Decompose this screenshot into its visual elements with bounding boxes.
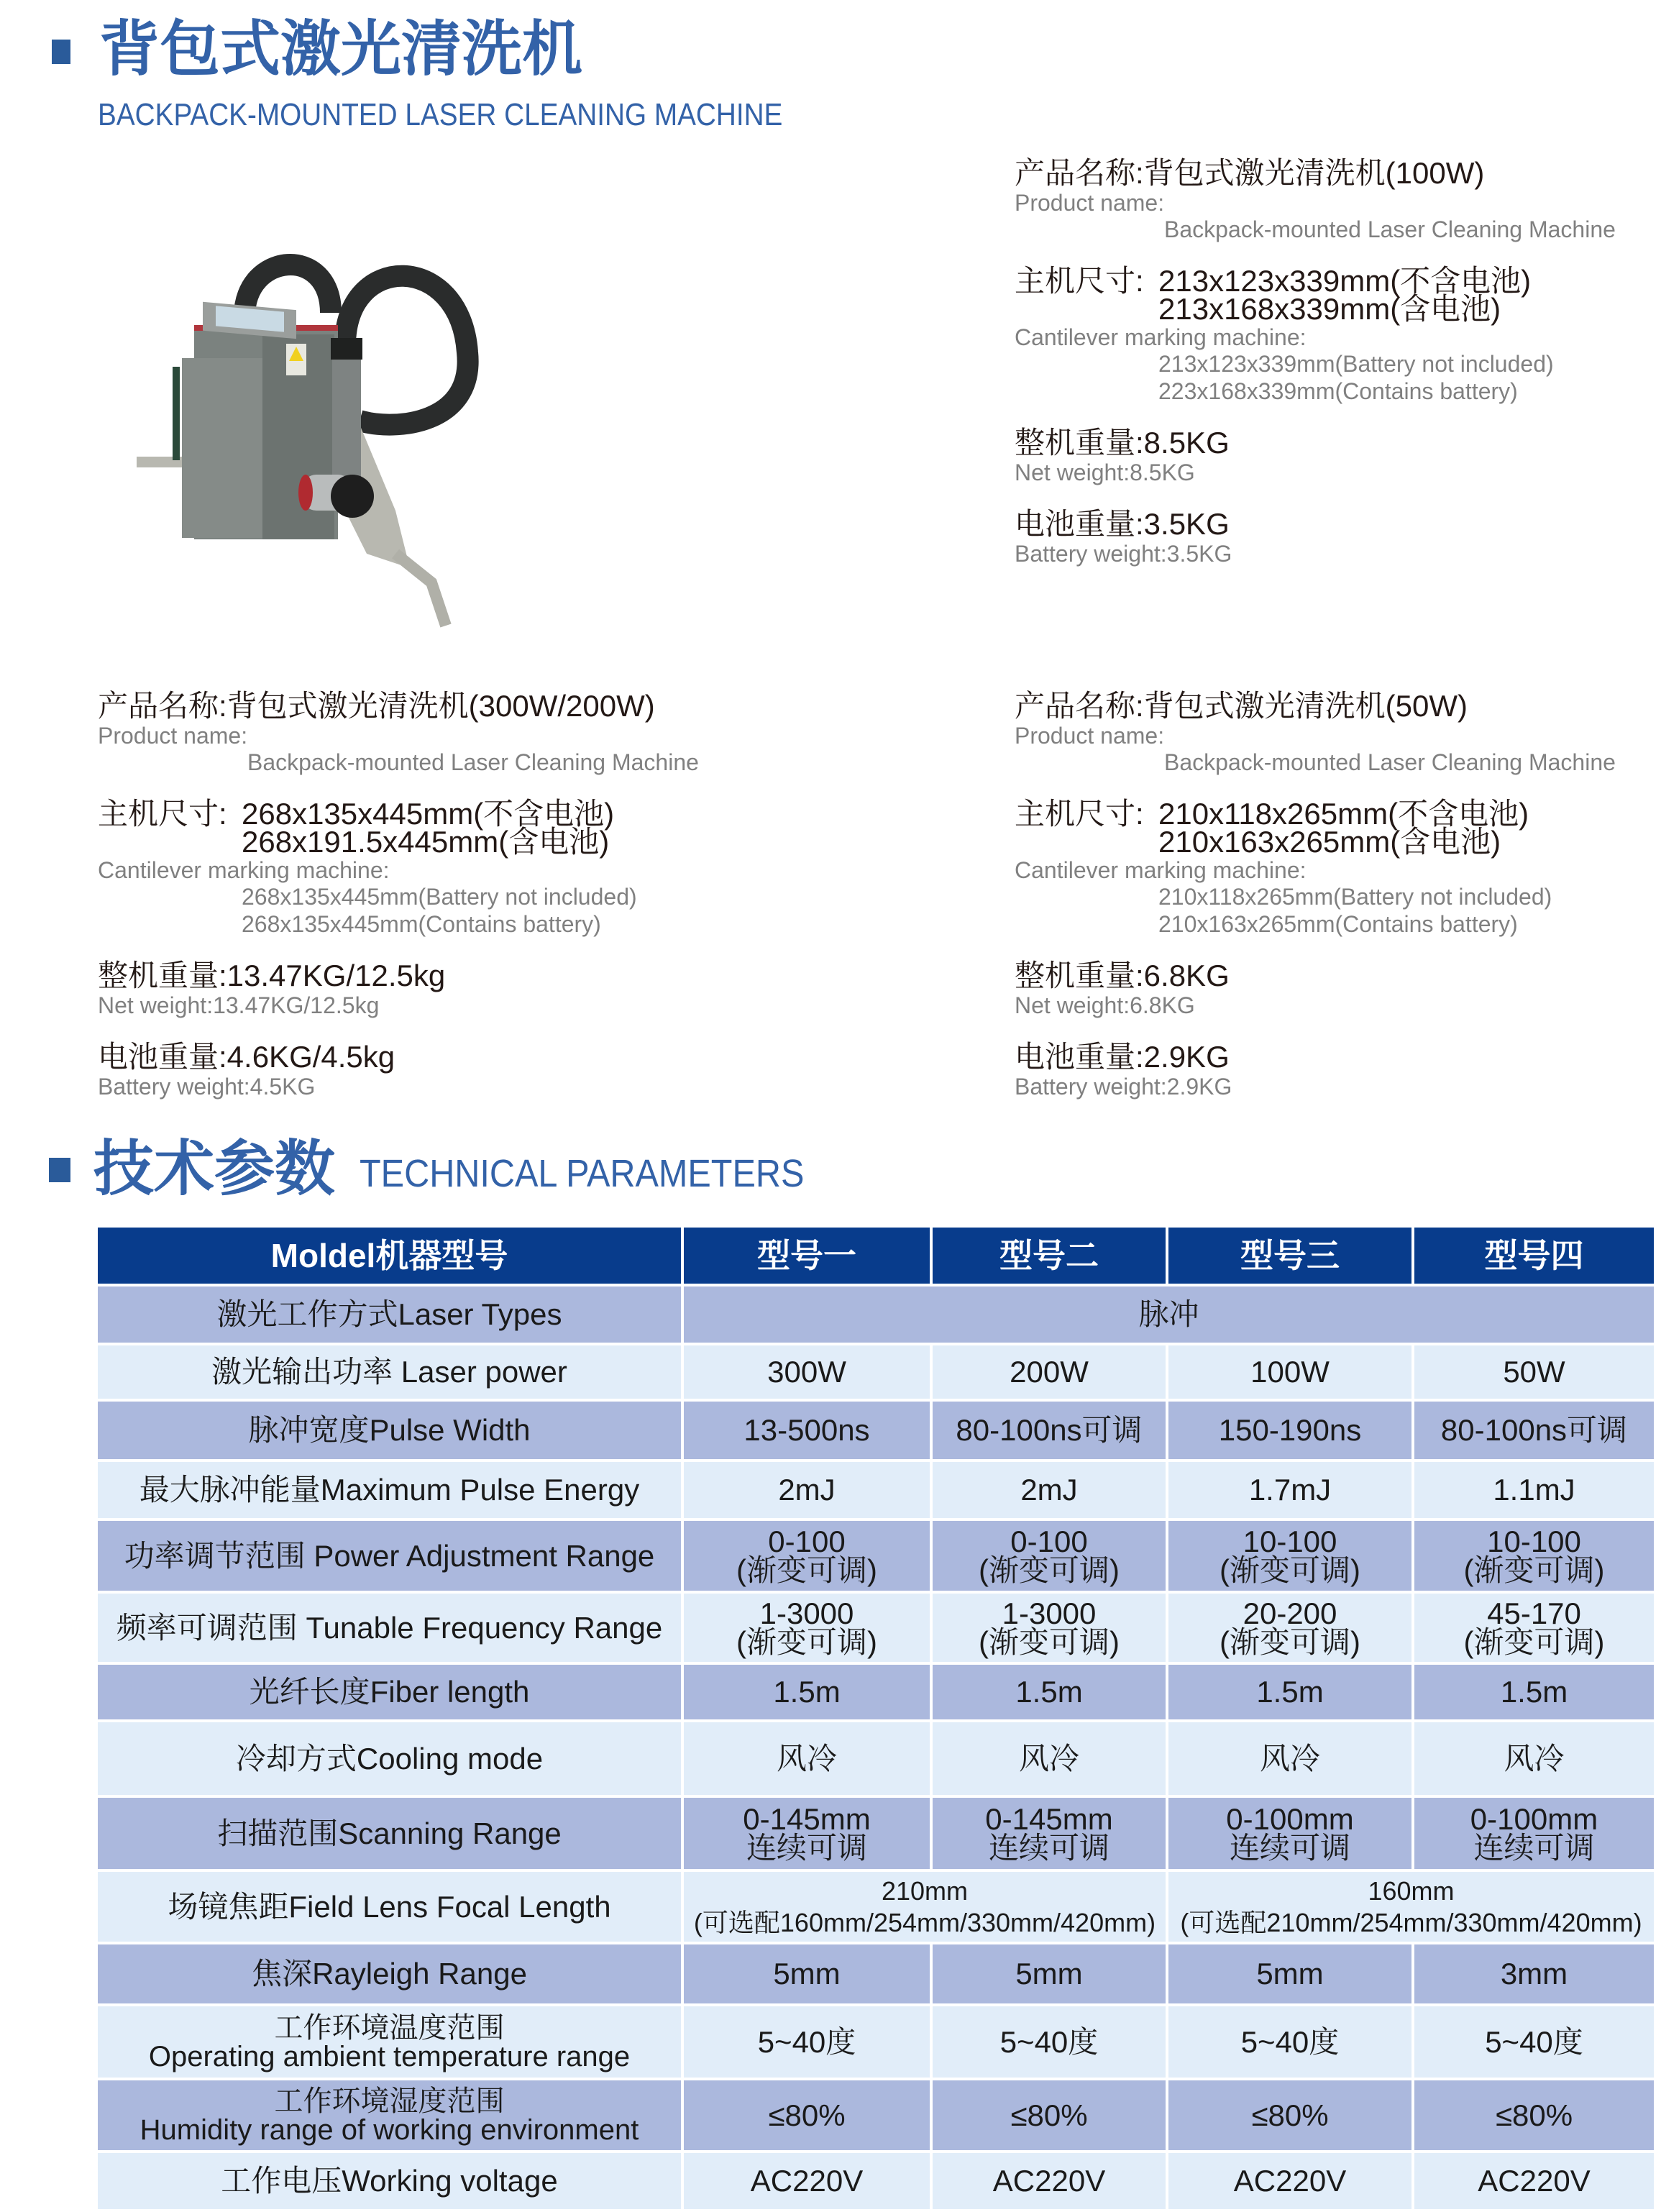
- column-header: [933, 1228, 1166, 1284]
- spec-table: [95, 1225, 1657, 2212]
- cell-text: 1-3000: [759, 1596, 854, 1630]
- product-battery-en: Battery weight:3.5KG: [1015, 541, 1232, 567]
- product-name-en-label: Product name:: [1015, 723, 1165, 749]
- cell-text: 1.7mJ: [1248, 1473, 1332, 1507]
- cell-text: (渐变可调): [979, 1624, 1120, 1659]
- table-cell: [1168, 2006, 1411, 2078]
- cell-text: 1.1mJ: [1493, 1473, 1575, 1507]
- table-cell: [1414, 1345, 1654, 1399]
- table-cell: [1168, 1872, 1654, 1942]
- product-size-2: 268x191.5x445mm(含电池): [242, 825, 610, 859]
- cell-text: 风冷: [1018, 1741, 1079, 1775]
- table-cell: [1168, 1462, 1411, 1518]
- cell-text: 风冷: [776, 1741, 837, 1775]
- cell-text: 频率可调范围 Tunable Frequency Range: [116, 1610, 663, 1645]
- cell-text: (渐变可调): [1220, 1624, 1360, 1659]
- cell-text: 脉冲宽度Pulse Width: [248, 1413, 531, 1447]
- table-cell: [1168, 1402, 1411, 1459]
- table-row: [98, 1345, 1654, 1399]
- cell-text: 5~40度: [757, 2024, 856, 2059]
- cell-text: 工作电压Working voltage: [221, 2164, 558, 2198]
- product-spec-block: [1015, 687, 1661, 1118]
- cell-text: 5~40度: [999, 2024, 1099, 2059]
- product-size-2: 213x168x339mm(含电池): [1158, 292, 1501, 326]
- table-cell: [1414, 1521, 1654, 1591]
- table-row: [98, 1722, 1654, 1795]
- table-cell: [684, 1722, 930, 1795]
- product-spec-block: [98, 687, 745, 1118]
- product-size-label: 主机尺寸:: [1015, 797, 1144, 831]
- table-cell: [933, 2153, 1166, 2209]
- cell-text: ≤80%: [1251, 2098, 1329, 2132]
- product-weight: 整机重量:8.5KG: [1015, 426, 1230, 460]
- product-weight: 整机重量:13.47KG/12.5kg: [98, 959, 446, 992]
- table-cell: [1414, 1594, 1654, 1662]
- product-name: 产品名称:背包式激光清洗机(50W): [1015, 689, 1468, 723]
- cell-text: (可选配210mm/254mm/330mm/420mm): [1180, 1907, 1642, 1937]
- table-row: [98, 1872, 1654, 1942]
- row-label: [98, 1798, 681, 1869]
- cell-text: Operating ambient temperature range: [148, 2040, 631, 2072]
- product-size-2: 210x163x265mm(含电池): [1158, 825, 1501, 859]
- cell-text: 工作环境湿度范围: [274, 2085, 505, 2117]
- cell-text: 5mm: [1256, 1957, 1324, 1991]
- cell-text: 扫描范围Scanning Range: [217, 1816, 562, 1850]
- cell-text: 0-100: [1010, 1524, 1088, 1558]
- table-cell: [933, 1402, 1166, 1459]
- cell-text: 300W: [767, 1355, 846, 1389]
- product-battery: 电池重量:3.5KG: [1015, 507, 1230, 541]
- product-image: [122, 237, 482, 640]
- product-size-1: 213x123x339mm(不含电池): [1158, 264, 1532, 298]
- table-cell: [933, 1462, 1166, 1518]
- table-cell: [684, 1521, 930, 1591]
- column-header: [1168, 1228, 1411, 1284]
- row-label: [98, 2080, 681, 2150]
- table-row: [98, 1462, 1654, 1518]
- table-cell: [684, 1594, 930, 1662]
- table-cell: [1414, 2006, 1654, 2078]
- cell-text: 激光工作方式Laser Types: [216, 1297, 562, 1331]
- table-cell: [1168, 1722, 1411, 1795]
- product-weight-en: Net weight:13.47KG/12.5kg: [98, 992, 380, 1018]
- cell-text: 连续可调: [988, 1830, 1109, 1865]
- cell-text: 2mJ: [778, 1473, 836, 1507]
- cell-text: AC220V: [992, 2164, 1106, 2198]
- product-size-1: 268x135x445mm(不含电池): [242, 797, 615, 831]
- table-cell: [684, 1944, 930, 2003]
- table-row: [98, 1286, 1654, 1343]
- table-cell: [1168, 1345, 1411, 1399]
- cell-text: 连续可调: [1473, 1830, 1595, 1865]
- cell-text: 1-3000: [1002, 1596, 1097, 1630]
- table-cell: [1168, 1594, 1411, 1662]
- cell-text: 13-500ns: [743, 1413, 870, 1447]
- table-cell: [684, 1345, 930, 1399]
- product-size-1: 210x118x265mm(不含电池): [1158, 797, 1529, 831]
- row-label: [98, 1286, 681, 1343]
- cell-text: 功率调节范围 Power Adjustment Range: [124, 1538, 655, 1573]
- row-label: [98, 1594, 681, 1662]
- table-cell: [1168, 1665, 1411, 1719]
- product-size-en-label: Cantilever marking machine:: [1015, 324, 1307, 350]
- cell-text: 10-100: [1487, 1524, 1581, 1558]
- cell-text: AC220V: [1478, 2164, 1591, 2198]
- cell-text: 160mm: [1368, 1875, 1455, 1906]
- cell-text: 200W: [1010, 1355, 1089, 1389]
- table-cell: [933, 1521, 1166, 1591]
- cell-text: 210mm: [881, 1875, 969, 1906]
- column-header: [684, 1228, 930, 1284]
- product-size-en-2: 210x163x265mm(Contains battery): [1158, 911, 1518, 937]
- page-title: 背包式激光清洗机: [99, 15, 583, 83]
- product-weight-en: Net weight:6.8KG: [1015, 992, 1195, 1018]
- cell-text: 连续可调: [1229, 1830, 1350, 1865]
- cell-text: 0-145mm: [985, 1801, 1113, 1836]
- cell-text: 10-100: [1243, 1524, 1337, 1558]
- table-cell: [1414, 1798, 1654, 1869]
- row-label: [98, 1872, 681, 1942]
- cell-text: 风冷: [1259, 1741, 1320, 1775]
- product-name-en: Backpack-mounted Laser Cleaning Machine: [1164, 216, 1616, 242]
- cell-text: 1.5m: [773, 1675, 841, 1709]
- row-label: [98, 1722, 681, 1795]
- cell-text: (渐变可调): [1463, 1624, 1605, 1659]
- table-cell: [684, 2080, 930, 2150]
- cell-text: 工作环境温度范围: [274, 2011, 505, 2044]
- cell-text: 1.5m: [1500, 1675, 1568, 1709]
- cell-text: 型号三: [1240, 1237, 1340, 1274]
- table-row: [98, 1521, 1654, 1591]
- cell-text: 5mm: [1015, 1957, 1083, 1991]
- table-cell: [933, 2080, 1166, 2150]
- column-header: [1414, 1228, 1654, 1284]
- cell-text: 冷却方式Cooling mode: [235, 1741, 544, 1775]
- table-cell: [933, 1594, 1166, 1662]
- product-battery-en: Battery weight:2.9KG: [1015, 1074, 1232, 1100]
- cell-text: 连续可调: [746, 1830, 867, 1865]
- cell-text: (渐变可调): [736, 1624, 877, 1659]
- cell-text: 45-170: [1487, 1596, 1581, 1630]
- cell-text: 0-100: [768, 1524, 846, 1558]
- product-name-en: Backpack-mounted Laser Cleaning Machine: [1164, 749, 1616, 775]
- product-size-label: 主机尺寸:: [98, 797, 227, 831]
- cell-text: 1.5m: [1015, 1675, 1083, 1709]
- row-label: [98, 1345, 681, 1399]
- cell-text: 5~40度: [1485, 2024, 1583, 2059]
- row-label: [98, 2153, 681, 2209]
- table-cell: [684, 1286, 1654, 1343]
- cell-text: ≤80%: [1495, 2098, 1573, 2132]
- cell-text: 5mm: [773, 1957, 841, 1991]
- cell-text: 0-100mm: [1226, 1801, 1354, 1836]
- table-cell: [1414, 2153, 1654, 2209]
- cell-text: 5~40度: [1240, 2024, 1340, 2059]
- row-label: [98, 1665, 681, 1719]
- table-cell: [1168, 2153, 1411, 2209]
- table-cell: [1414, 1944, 1654, 2003]
- cell-text: 风冷: [1504, 1741, 1565, 1775]
- cell-text: 场镜焦距Field Lens Focal Length: [168, 1889, 611, 1924]
- product-name-en-label: Product name:: [98, 723, 248, 749]
- cell-text: 型号一: [757, 1237, 856, 1274]
- product-battery-en: Battery weight:4.5KG: [98, 1074, 316, 1100]
- cell-text: 0-145mm: [743, 1801, 871, 1836]
- cell-text: 1.5m: [1256, 1675, 1324, 1709]
- cell-text: (可选配160mm/254mm/330mm/420mm): [693, 1907, 1156, 1937]
- table-row: [98, 1402, 1654, 1459]
- product-name-en-label: Product name:: [1015, 190, 1165, 216]
- table-cell: [1414, 1722, 1654, 1795]
- table-cell: [684, 1798, 930, 1869]
- specs-subtitle: TECHNICAL PARAMETERS: [360, 1152, 805, 1195]
- table-cell: [1414, 2080, 1654, 2150]
- product-size-en-label: Cantilever marking machine:: [98, 857, 390, 883]
- title-bullet: [52, 40, 70, 64]
- product-battery: 电池重量:2.9KG: [1015, 1040, 1230, 1074]
- cell-text: (渐变可调): [1220, 1553, 1360, 1587]
- cell-text: 0-100mm: [1470, 1801, 1598, 1836]
- product-weight-en: Net weight:8.5KG: [1015, 460, 1195, 485]
- table-row: [98, 2080, 1654, 2150]
- cell-text: 80-100ns可调: [1440, 1413, 1628, 1447]
- column-header: [98, 1228, 681, 1284]
- row-label: [98, 1944, 681, 2003]
- cell-text: 光纤长度Fiber length: [249, 1675, 530, 1709]
- product-size-en-1: 268x135x445mm(Battery not included): [242, 884, 637, 910]
- cell-text: 50W: [1503, 1355, 1565, 1389]
- table-row: [98, 1944, 1654, 2003]
- row-label: [98, 2006, 681, 2078]
- cell-text: AC220V: [750, 2164, 864, 2198]
- table-cell: [1414, 1462, 1654, 1518]
- row-label: [98, 1521, 681, 1591]
- cell-text: 型号四: [1484, 1237, 1584, 1274]
- product-size-en-2: 268x135x445mm(Contains battery): [242, 911, 601, 937]
- cell-text: 80-100ns可调: [956, 1413, 1143, 1447]
- table-cell: [1168, 1944, 1411, 2003]
- table-cell: [1414, 1665, 1654, 1719]
- page-subtitle: BACKPACK-MOUNTED LASER CLEANING MACHINE: [98, 97, 783, 132]
- product-spec-block: [1015, 154, 1661, 585]
- cell-text: ≤80%: [1010, 2098, 1088, 2132]
- product-weight: 整机重量:6.8KG: [1015, 959, 1230, 992]
- cell-text: Moldel机器型号: [270, 1237, 508, 1274]
- table-cell: [933, 1345, 1166, 1399]
- product-size-label: 主机尺寸:: [1015, 264, 1144, 298]
- cell-text: Humidity range of working environment: [139, 2113, 639, 2146]
- product-name-en: Backpack-mounted Laser Cleaning Machine: [247, 749, 699, 775]
- table-cell: [1168, 1798, 1411, 1869]
- cell-text: 3mm: [1500, 1957, 1568, 1991]
- table-cell: [684, 2153, 930, 2209]
- product-size-en-1: 213x123x339mm(Battery not included): [1158, 351, 1554, 377]
- cell-text: 激光输出功率 Laser power: [211, 1355, 567, 1389]
- table-cell: [1168, 2080, 1411, 2150]
- table-cell: [933, 1722, 1166, 1795]
- cell-text: (渐变可调): [736, 1553, 877, 1587]
- cell-text: 2mJ: [1020, 1473, 1078, 1507]
- table-cell: [933, 2006, 1166, 2078]
- table-row: [98, 1594, 1654, 1662]
- table-cell: [1414, 1402, 1654, 1459]
- table-cell: [684, 1462, 930, 1518]
- specs-title: 技术参数: [93, 1135, 336, 1202]
- cell-text: 20-200: [1243, 1596, 1337, 1630]
- product-size-en-label: Cantilever marking machine:: [1015, 857, 1307, 883]
- cell-text: (渐变可调): [1463, 1553, 1605, 1587]
- table-cell: [684, 1872, 1166, 1942]
- table-cell: [1168, 1521, 1411, 1591]
- row-label: [98, 1402, 681, 1459]
- product-name: 产品名称:背包式激光清洗机(100W): [1015, 156, 1485, 190]
- table-cell: [684, 2006, 930, 2078]
- cell-text: AC220V: [1233, 2164, 1347, 2198]
- specs-bullet: [49, 1158, 70, 1182]
- cell-text: 150-190ns: [1218, 1413, 1362, 1447]
- cell-text: 焦深Rayleigh Range: [252, 1957, 527, 1991]
- cell-text: 最大脉冲能量Maximum Pulse Energy: [139, 1473, 640, 1507]
- table-row: [98, 2153, 1654, 2209]
- cell-text: ≤80%: [768, 2098, 846, 2132]
- cell-text: 型号二: [999, 1237, 1099, 1274]
- product-battery: 电池重量:4.6KG/4.5kg: [98, 1040, 395, 1074]
- table-cell: [933, 1798, 1166, 1869]
- table-cell: [684, 1665, 930, 1719]
- table-row: [98, 2006, 1654, 2078]
- row-label: [98, 1462, 681, 1518]
- product-name: 产品名称:背包式激光清洗机(300W/200W): [98, 689, 655, 723]
- cell-text: (渐变可调): [979, 1553, 1120, 1587]
- product-size-en-2: 223x168x339mm(Contains battery): [1158, 378, 1518, 404]
- table-cell: [933, 1944, 1166, 2003]
- table-cell: [933, 1665, 1166, 1719]
- cell-text: 脉冲: [1138, 1297, 1199, 1331]
- cell-text: 100W: [1250, 1355, 1330, 1389]
- table-cell: [684, 1402, 930, 1459]
- table-row: [98, 1665, 1654, 1719]
- product-size-en-1: 210x118x265mm(Battery not included): [1158, 884, 1552, 910]
- table-header-row: [98, 1228, 1654, 1284]
- table-row: [98, 1798, 1654, 1869]
